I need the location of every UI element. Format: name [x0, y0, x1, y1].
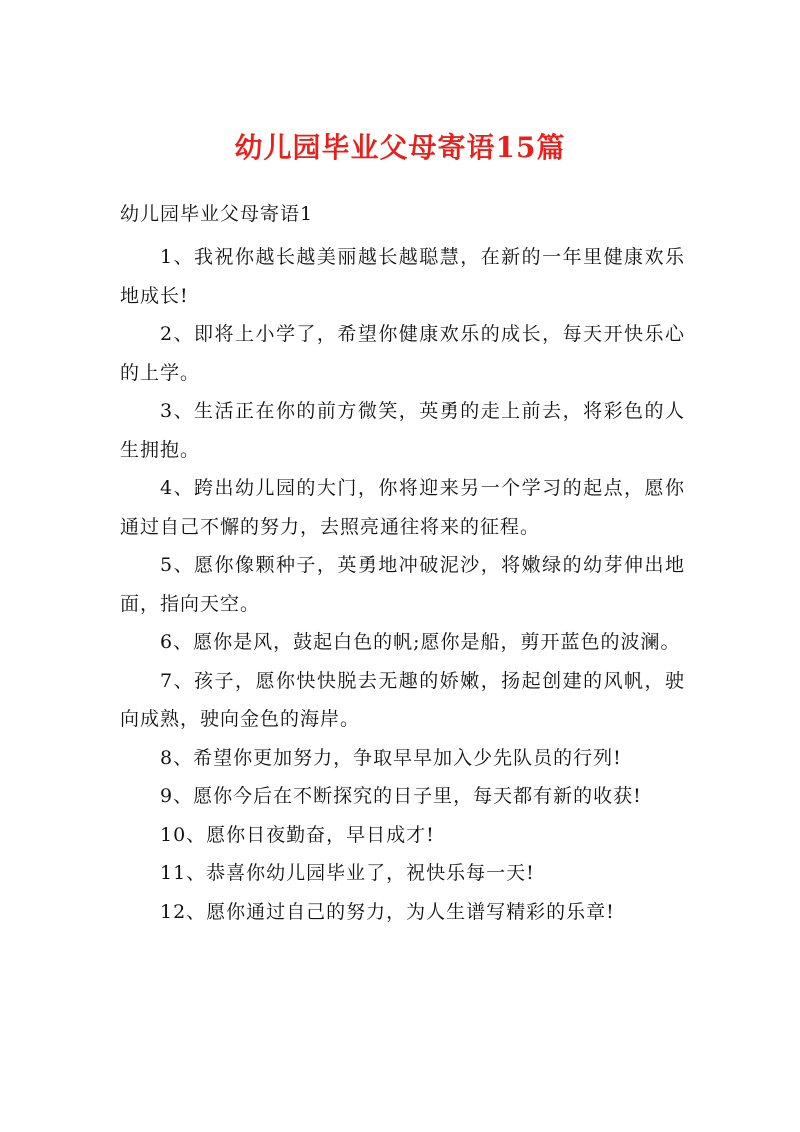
list-item: 9、愿你今后在不断探究的日子里，每天都有新的收获! — [160, 785, 642, 807]
list-item: 3、生活正在你的前方微笑，英勇的走上前去，将彩色的人生拥抱。 — [120, 400, 685, 461]
list-item: 1、我祝你越长越美丽越长越聪慧，在新的一年里健康欢乐地成长! — [120, 246, 685, 307]
list-item: 8、希望你更加努力，争取早早加入少先队员的行列! — [160, 746, 622, 769]
list-item: 5、愿你像颗种子，英勇地冲破泥沙，将嫩绿的幼芽伸出地面，指向天空。 — [120, 554, 685, 615]
list-item: 2、即将上小学了，希望你健康欢乐的成长，每天开快乐心的上学。 — [120, 323, 685, 384]
list-item: 4、跨出幼儿园的大门，你将迎来另一个学习的起点，愿你通过自己不懈的努力，去照亮通往将来的征程。 — [120, 477, 685, 538]
page-title: 幼儿园毕业父母寄语15篇 — [234, 131, 566, 164]
list-item: 6、愿你是风，鼓起白色的帆;愿你是船，剪开蓝色的波澜。 — [160, 631, 681, 653]
list-item: 10、愿你日夜勤奋，早日成才! — [160, 823, 435, 846]
section-heading: 幼儿园毕业父母寄语1 — [120, 203, 314, 225]
list-item: 11、恭喜你幼儿园毕业了，祝快乐每一天! — [160, 862, 535, 884]
list-item: 7、孩子，愿你快快脱去无趣的娇嫩，扬起创建的风帆，驶向成熟，驶向金色的海岸。 — [120, 669, 685, 730]
list-item: 12、愿你通过自己的努力，为人生谱写精彩的乐章! — [160, 900, 615, 923]
message-list — [120, 238, 685, 931]
